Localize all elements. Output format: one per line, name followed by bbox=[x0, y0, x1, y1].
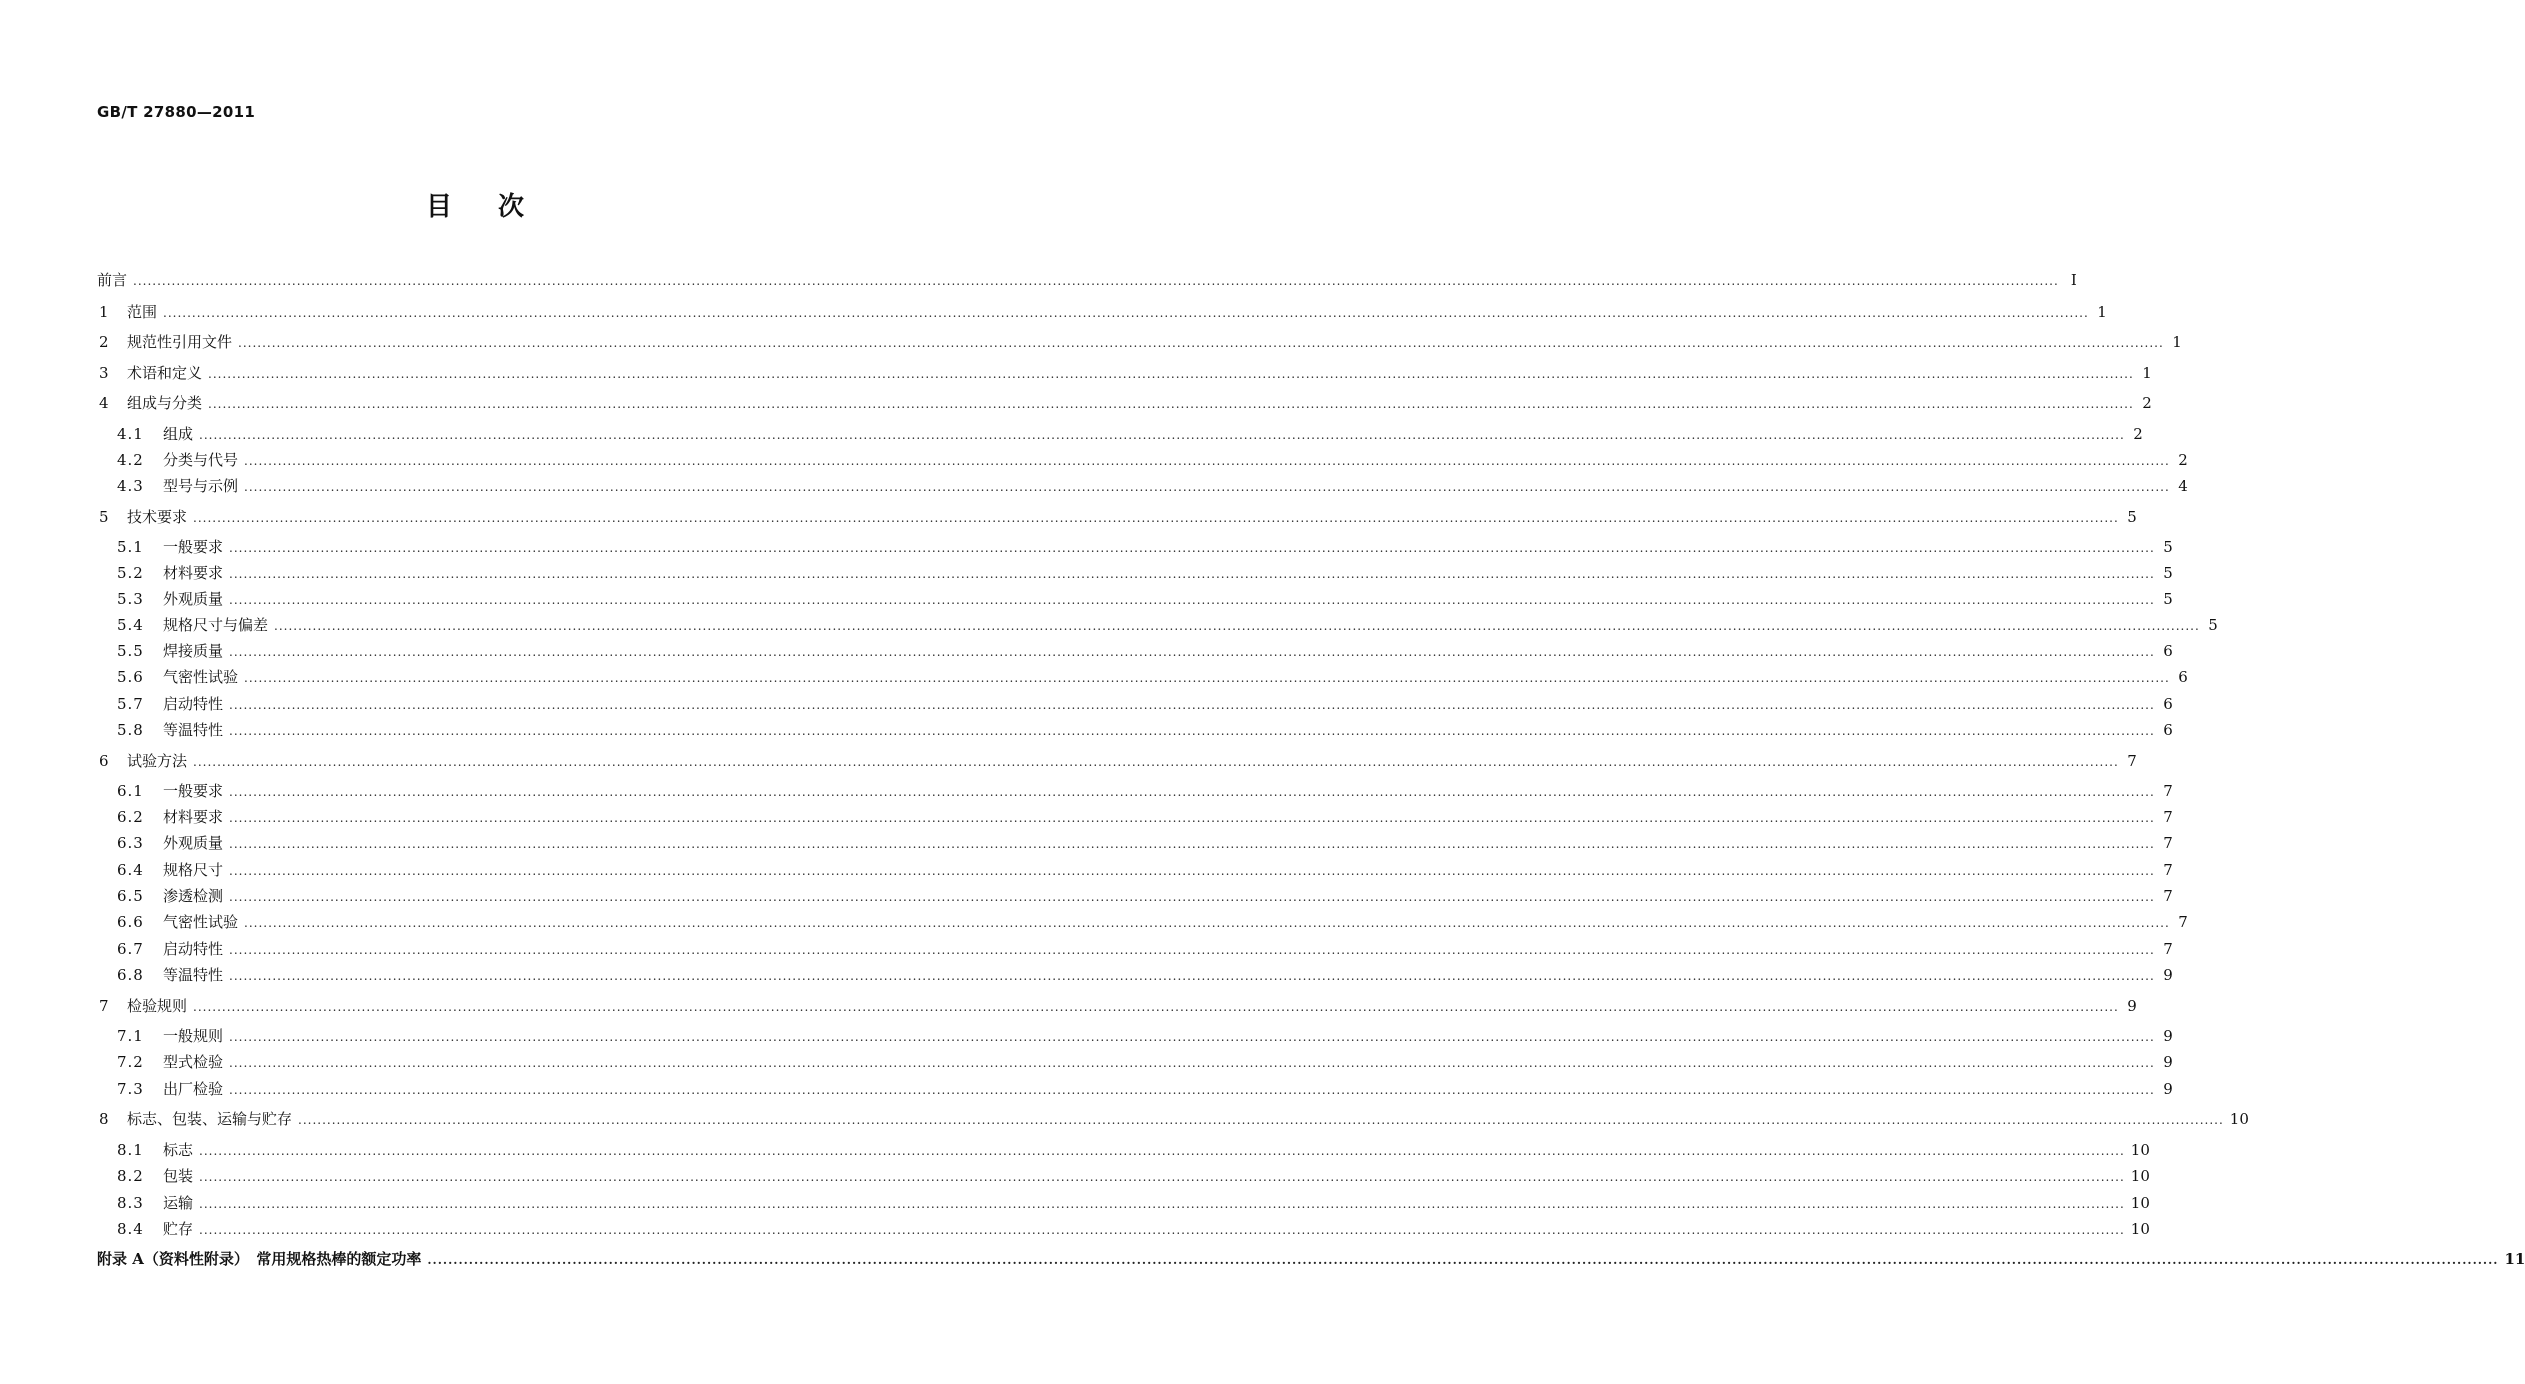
toc-entry-number: 5 bbox=[99, 508, 109, 526]
toc-entry-title: 一般要求 bbox=[163, 538, 224, 556]
toc-entry-page: 5 bbox=[2208, 616, 2218, 634]
toc-entry-number: 6.1 bbox=[117, 782, 144, 800]
toc-entry[interactable] bbox=[99, 1109, 2249, 1130]
toc-entry[interactable] bbox=[99, 996, 2137, 1017]
toc-entry-page: 7 bbox=[2163, 782, 2173, 800]
toc-leader-dots: ................................................................................................................................................................................................................................................................................................................................................................................................................ bbox=[229, 943, 2155, 957]
toc-leader-dots: ................................................................................................................................................................................................................................................................................................................................................................................................................ bbox=[244, 480, 2170, 494]
toc-leader-dots: ................................................................................................................................................................................................................................................................................................................................................................................................................ bbox=[163, 306, 2089, 320]
toc-leader-dots: ................................................................................................................................................................................................................................................................................................................................................................................................................ bbox=[244, 916, 2170, 930]
toc-leader-dots: ................................................................................................................................................................................................................................................................................................................................................................................................................ bbox=[229, 969, 2155, 983]
toc-entry-title: 材料要求 bbox=[163, 564, 224, 582]
toc-entry-page: 10 bbox=[2130, 1141, 2150, 1159]
toc-entry[interactable] bbox=[117, 615, 2218, 636]
toc-entry-number: 7.2 bbox=[117, 1053, 144, 1071]
toc-entry-page: 9 bbox=[2127, 997, 2137, 1015]
toc-entry-title: 分类与代号 bbox=[163, 451, 239, 469]
toc-entry-page: I bbox=[2070, 271, 2077, 289]
toc-entry-title: 气密性试验 bbox=[163, 913, 239, 931]
toc-entry-page: 6 bbox=[2163, 721, 2173, 739]
toc-entry-number: 5.1 bbox=[117, 538, 144, 556]
toc-leader-dots: ................................................................................................................................................................................................................................................................................................................................................................................................................ bbox=[199, 1197, 2125, 1211]
toc-entry-title: 焊接质量 bbox=[163, 642, 224, 660]
toc-leader-dots: ................................................................................................................................................................................................................................................................................................................................................................................................................ bbox=[229, 1083, 2155, 1097]
toc-entry[interactable] bbox=[99, 393, 2152, 414]
toc-entry-page: 2 bbox=[2133, 425, 2143, 443]
toc-entry-page: 9 bbox=[2163, 1027, 2173, 1045]
toc-entry-number: 8.4 bbox=[117, 1220, 144, 1238]
toc-leader-dots: ................................................................................................................................................................................................................................................................................................................................................................................................................ bbox=[229, 541, 2155, 555]
toc-entry-title: 型式检验 bbox=[163, 1053, 224, 1071]
toc-entry-page: 7 bbox=[2178, 913, 2188, 931]
toc-leader-dots: ................................................................................................................................................................................................................................................................................................................................................................................................................ bbox=[229, 811, 2155, 825]
toc-leader-dots: ................................................................................................................................................................................................................................................................................................................................................................................................................ bbox=[133, 274, 2059, 288]
toc-entry-title: 附录 A（资料性附录） 常用规格热棒的额定功率 bbox=[97, 1250, 422, 1268]
toc-leader-dots: ................................................................................................................................................................................................................................................................................................................................................................................................................ bbox=[229, 837, 2155, 851]
toc-entry-number: 5.6 bbox=[117, 668, 144, 686]
toc-entry-page: 11 bbox=[2504, 1250, 2525, 1268]
toc-entry-page: 7 bbox=[2163, 834, 2173, 852]
toc-entry[interactable] bbox=[117, 667, 2188, 688]
toc-title: 目次 bbox=[425, 192, 570, 222]
toc-entry-title: 标志、包装、运输与贮存 bbox=[127, 1110, 293, 1128]
toc-entry-title: 规格尺寸与偏差 bbox=[163, 616, 269, 634]
toc-entry[interactable] bbox=[117, 1026, 2173, 1047]
toc-entry[interactable] bbox=[117, 694, 2173, 715]
standard-code: GB/T 27880—2011 bbox=[97, 103, 256, 121]
toc-entry-number: 7.1 bbox=[117, 1027, 144, 1045]
toc-entry[interactable] bbox=[99, 332, 2182, 353]
toc-entry-title: 出厂检验 bbox=[163, 1080, 224, 1098]
toc-entry-title: 贮存 bbox=[163, 1220, 194, 1238]
toc-entry[interactable] bbox=[117, 563, 2173, 584]
toc-entry-title: 型号与示例 bbox=[163, 477, 239, 495]
toc-entry-page: 1 bbox=[2097, 303, 2107, 321]
toc-entry-title: 范围 bbox=[127, 303, 158, 321]
toc-entry-number: 5.2 bbox=[117, 564, 144, 582]
toc-entry-number: 8.1 bbox=[117, 1141, 144, 1159]
toc-entry-number: 5.7 bbox=[117, 695, 144, 713]
toc-entry-page: 5 bbox=[2163, 538, 2173, 556]
toc-entry[interactable] bbox=[117, 1079, 2173, 1100]
toc-leader-dots: ................................................................................................................................................................................................................................................................................................................................................................................................................ bbox=[199, 428, 2125, 442]
toc-leader-dots: ................................................................................................................................................................................................................................................................................................................................................................................................................ bbox=[244, 671, 2170, 685]
toc-leader-dots: ................................................................................................................................................................................................................................................................................................................................................................................................................ bbox=[229, 724, 2155, 738]
toc-leader-dots: ................................................................................................................................................................................................................................................................................................................................................................................................................ bbox=[427, 1253, 2499, 1267]
toc-entry[interactable] bbox=[117, 912, 2188, 933]
toc-entry-number: 6.7 bbox=[117, 940, 144, 958]
toc-entry-title: 一般要求 bbox=[163, 782, 224, 800]
toc-entry-number: 6.2 bbox=[117, 808, 144, 826]
toc-entry-title: 组成与分类 bbox=[127, 394, 203, 412]
toc-entry-number: 6.3 bbox=[117, 834, 144, 852]
toc-leader-dots: ................................................................................................................................................................................................................................................................................................................................................................................................................ bbox=[274, 619, 2200, 633]
toc-leader-dots: ................................................................................................................................................................................................................................................................................................................................................................................................................ bbox=[199, 1144, 2125, 1158]
toc-entry-title: 启动特性 bbox=[163, 695, 224, 713]
toc-leader-dots: ................................................................................................................................................................................................................................................................................................................................................................................................................ bbox=[193, 755, 2119, 769]
toc-entry-number: 5.3 bbox=[117, 590, 144, 608]
toc-entry-title: 技术要求 bbox=[127, 508, 188, 526]
toc-entry[interactable] bbox=[117, 939, 2173, 960]
toc-entry-number: 3 bbox=[99, 364, 109, 382]
toc-leader-dots: ................................................................................................................................................................................................................................................................................................................................................................................................................ bbox=[229, 593, 2155, 607]
toc-entry[interactable] bbox=[117, 860, 2173, 881]
toc-leader-dots: ................................................................................................................................................................................................................................................................................................................................................................................................................ bbox=[229, 1056, 2155, 1070]
toc-leader-dots: ................................................................................................................................................................................................................................................................................................................................................................................................................ bbox=[229, 785, 2155, 799]
toc-leader-dots: ................................................................................................................................................................................................................................................................................................................................................................................................................ bbox=[229, 567, 2155, 581]
toc-entry-page: 7 bbox=[2163, 940, 2173, 958]
toc-entry[interactable] bbox=[117, 424, 2143, 445]
toc-entry-title: 检验规则 bbox=[127, 997, 188, 1015]
toc-entry-title: 规格尺寸 bbox=[163, 861, 224, 879]
toc-entry-page: 1 bbox=[2142, 364, 2152, 382]
toc-entry[interactable] bbox=[117, 1166, 2150, 1187]
toc-leader-dots: ................................................................................................................................................................................................................................................................................................................................................................................................................ bbox=[193, 1000, 2119, 1014]
toc-leader-dots: ................................................................................................................................................................................................................................................................................................................................................................................................................ bbox=[208, 397, 2134, 411]
toc-entry[interactable] bbox=[117, 1052, 2173, 1073]
toc-entry-number: 6.5 bbox=[117, 887, 144, 905]
toc-entry-number: 2 bbox=[99, 333, 109, 351]
toc-leader-dots: ................................................................................................................................................................................................................................................................................................................................................................................................................ bbox=[229, 645, 2155, 659]
toc-entry[interactable] bbox=[117, 886, 2173, 907]
toc-entry-number: 6 bbox=[99, 752, 109, 770]
toc-entry[interactable] bbox=[97, 1249, 2525, 1270]
toc-entry-title: 外观质量 bbox=[163, 590, 224, 608]
toc-entry-title: 启动特性 bbox=[163, 940, 224, 958]
toc-entry-page: 10 bbox=[2130, 1194, 2150, 1212]
toc-entry-number: 7 bbox=[99, 997, 109, 1015]
toc-leader-dots: ................................................................................................................................................................................................................................................................................................................................................................................................................ bbox=[208, 367, 2134, 381]
toc-entry-page: 4 bbox=[2178, 477, 2188, 495]
toc-entry-page: 5 bbox=[2127, 508, 2137, 526]
toc-leader-dots: ................................................................................................................................................................................................................................................................................................................................................................................................................ bbox=[193, 511, 2119, 525]
toc-entry-page: 5 bbox=[2163, 590, 2173, 608]
toc-entry-title: 术语和定义 bbox=[127, 364, 203, 382]
toc-entry-page: 7 bbox=[2163, 808, 2173, 826]
toc-entry[interactable] bbox=[117, 476, 2188, 497]
toc-entry-number: 6.8 bbox=[117, 966, 144, 984]
toc-entry-number: 5.8 bbox=[117, 721, 144, 739]
toc-entry[interactable] bbox=[117, 537, 2173, 558]
toc-entry-page: 10 bbox=[2130, 1167, 2150, 1185]
toc-entry-page: 2 bbox=[2178, 451, 2188, 469]
toc-entry-title: 运输 bbox=[163, 1194, 194, 1212]
toc-entry[interactable] bbox=[117, 965, 2173, 986]
toc-entry[interactable] bbox=[117, 720, 2173, 741]
toc-entry-title: 等温特性 bbox=[163, 721, 224, 739]
toc-entry-page: 6 bbox=[2178, 668, 2188, 686]
toc-entry[interactable] bbox=[117, 807, 2173, 828]
toc-entry-page: 7 bbox=[2163, 887, 2173, 905]
toc-leader-dots: ................................................................................................................................................................................................................................................................................................................................................................................................................ bbox=[244, 454, 2170, 468]
toc-entry-number: 5.5 bbox=[117, 642, 144, 660]
toc-entry[interactable] bbox=[117, 833, 2173, 854]
toc-entry-title: 一般规则 bbox=[163, 1027, 224, 1045]
toc-entry-number: 4 bbox=[99, 394, 109, 412]
toc-entry-page: 6 bbox=[2163, 695, 2173, 713]
toc-entry-page: 7 bbox=[2163, 861, 2173, 879]
toc-entry-title: 组成 bbox=[163, 425, 194, 443]
toc-entry-number: 4.2 bbox=[117, 451, 144, 469]
toc-entry[interactable] bbox=[117, 781, 2173, 802]
toc-entry-title: 渗透检测 bbox=[163, 887, 224, 905]
toc-entry[interactable] bbox=[99, 751, 2137, 772]
toc-entry-page: 5 bbox=[2163, 564, 2173, 582]
toc-leader-dots: ................................................................................................................................................................................................................................................................................................................................................................................................................ bbox=[229, 864, 2155, 878]
toc-entry-title: 规范性引用文件 bbox=[127, 333, 233, 351]
toc-entry-page: 9 bbox=[2163, 1080, 2173, 1098]
toc-leader-dots: ................................................................................................................................................................................................................................................................................................................................................................................................................ bbox=[229, 890, 2155, 904]
toc-entry-number: 7.3 bbox=[117, 1080, 144, 1098]
toc-entry-title: 标志 bbox=[163, 1141, 194, 1159]
toc-entry-number: 6.4 bbox=[117, 861, 144, 879]
toc-entry[interactable] bbox=[117, 1219, 2150, 1240]
toc-entry-title: 外观质量 bbox=[163, 834, 224, 852]
toc-entry[interactable] bbox=[117, 1140, 2150, 1161]
toc-entry[interactable] bbox=[117, 450, 2188, 471]
toc-entry-number: 8.3 bbox=[117, 1194, 144, 1212]
toc-entry[interactable] bbox=[99, 302, 2107, 323]
toc-leader-dots: ................................................................................................................................................................................................................................................................................................................................................................................................................ bbox=[199, 1170, 2125, 1184]
toc-leader-dots: ................................................................................................................................................................................................................................................................................................................................................................................................................ bbox=[238, 336, 2164, 350]
toc-entry[interactable] bbox=[117, 589, 2173, 610]
toc-leader-dots: ................................................................................................................................................................................................................................................................................................................................................................................................................ bbox=[229, 1030, 2155, 1044]
toc-entry-number: 4.3 bbox=[117, 477, 144, 495]
toc-entry-page: 6 bbox=[2163, 642, 2173, 660]
toc-entry-number: 8.2 bbox=[117, 1167, 144, 1185]
toc-entry-page: 10 bbox=[2229, 1110, 2249, 1128]
toc-entry-number: 1 bbox=[99, 303, 109, 321]
toc-entry-number: 5.4 bbox=[117, 616, 144, 634]
toc-entry[interactable] bbox=[117, 641, 2173, 662]
toc-entry-page: 2 bbox=[2142, 394, 2152, 412]
toc-entry-page: 9 bbox=[2163, 966, 2173, 984]
toc-entry[interactable] bbox=[99, 507, 2137, 528]
toc-leader-dots: ................................................................................................................................................................................................................................................................................................................................................................................................................ bbox=[199, 1223, 2125, 1237]
toc-entry-title: 气密性试验 bbox=[163, 668, 239, 686]
toc-entry-number: 6.6 bbox=[117, 913, 144, 931]
toc-entry-number: 8 bbox=[99, 1110, 109, 1128]
toc-entry-title: 试验方法 bbox=[127, 752, 188, 770]
toc-leader-dots: ................................................................................................................................................................................................................................................................................................................................................................................................................ bbox=[229, 698, 2155, 712]
toc-entry-title: 材料要求 bbox=[163, 808, 224, 826]
toc-entry-page: 9 bbox=[2163, 1053, 2173, 1071]
toc-entry-title: 等温特性 bbox=[163, 966, 224, 984]
toc-leader-dots: ................................................................................................................................................................................................................................................................................................................................................................................................................ bbox=[298, 1113, 2224, 1127]
toc-entry[interactable] bbox=[99, 363, 2152, 384]
toc-entry[interactable] bbox=[117, 1193, 2150, 1214]
toc-entry-title: 前言 bbox=[97, 271, 128, 289]
toc-entry-number: 4.1 bbox=[117, 425, 144, 443]
toc-entry-page: 1 bbox=[2172, 333, 2182, 351]
toc-entry-page: 10 bbox=[2130, 1220, 2150, 1238]
toc-entry-page: 7 bbox=[2127, 752, 2137, 770]
toc-entry[interactable] bbox=[97, 270, 2077, 291]
toc-entry-title: 包装 bbox=[163, 1167, 194, 1185]
